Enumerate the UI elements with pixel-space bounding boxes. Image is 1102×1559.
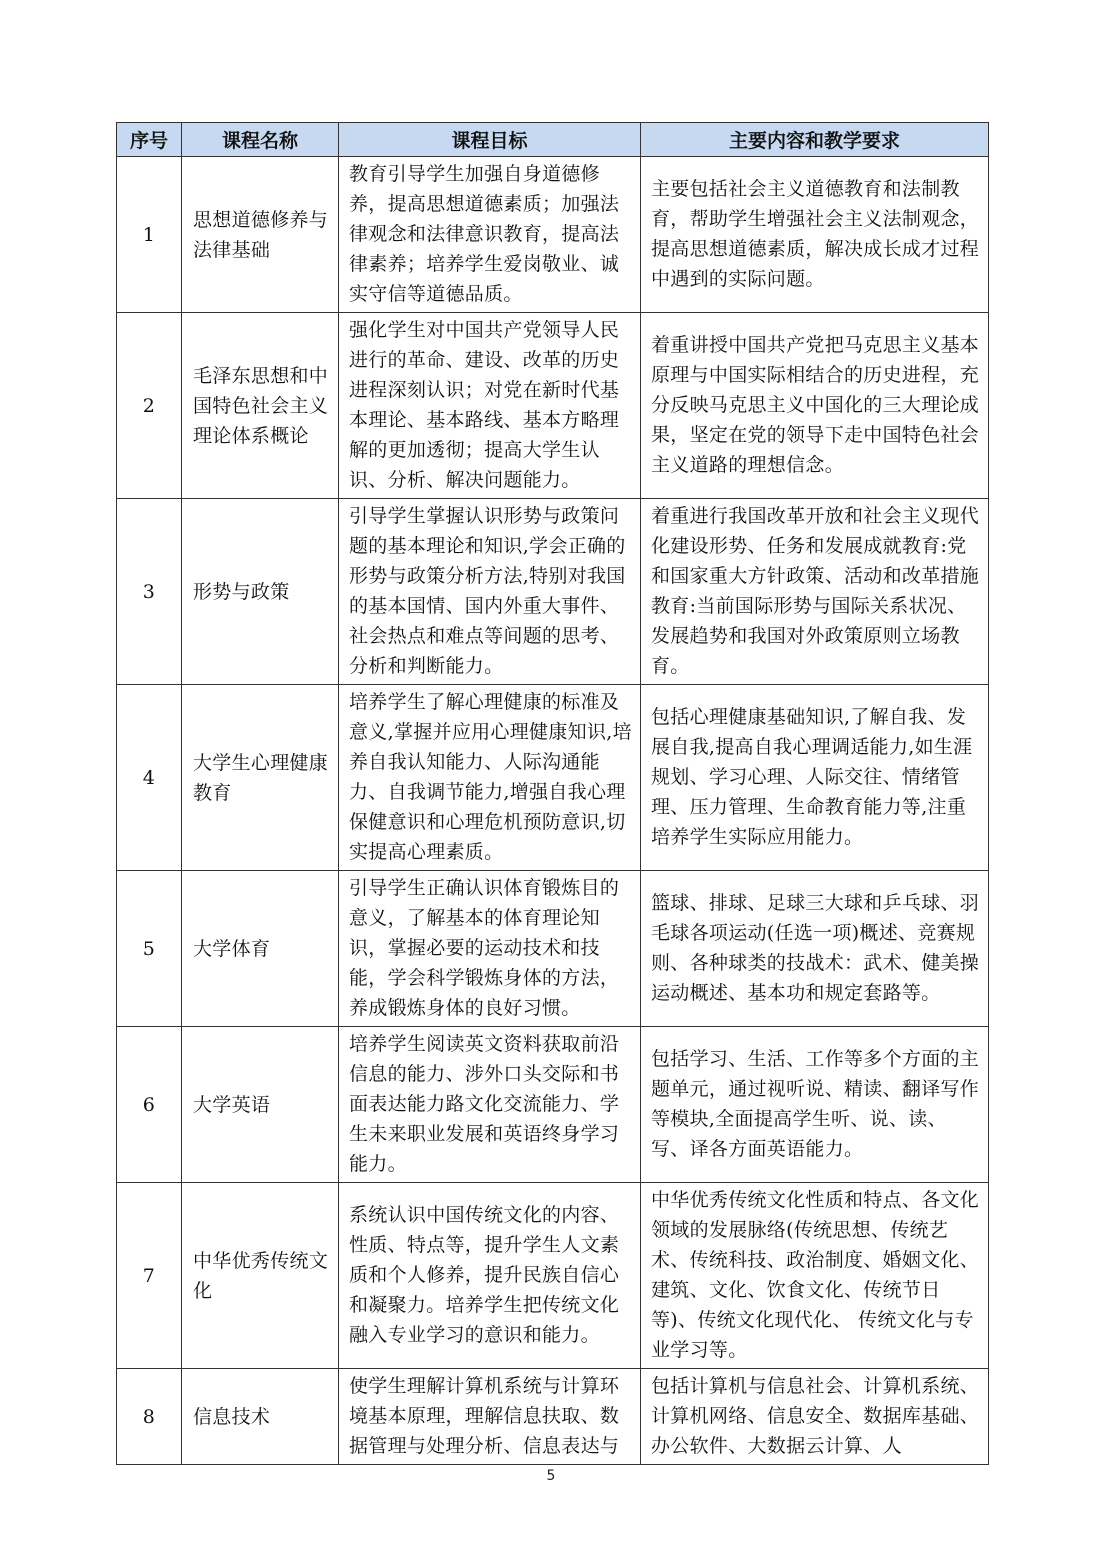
row-number: 1 [117,157,182,313]
table-row [117,499,989,685]
page-number: 5 [546,1468,556,1484]
table-header-row [117,123,989,157]
row-number: 4 [117,685,182,871]
course-name: 大学英语 [182,1027,339,1183]
course-name: 思想道德修养与法律基础 [182,157,339,313]
course-content: 着重讲授中国共产党把马克思主义基本原理与中国实际相结合的历史进程，充分反映马克思主义中国化的三大理论成果，坚定在党的领导下走中国特色社会主义道路的理想信念。 [641,313,989,499]
course-goal: 引导学生正确认识体育锻炼目的意义，了解基本的体育理论知识，掌握必要的运动技术和技能，学会科学锻炼身体的方法，养成锻炼身体的良好习惯。 [339,871,641,1027]
header-course-goal: 课程目标 [339,123,641,157]
course-content: 包括计算机与信息社会、计算机系统、计算机网络、信息安全、数据库基础、办公软件、大数据云计算、人 [641,1369,989,1465]
course-goal: 系统认识中国传统文化的内容、性质、特点等，提升学生人文素质和个人修养，提升民族自信心和凝聚力。培养学生把传统文化融入专业学习的意识和能力。 [339,1183,641,1369]
row-number: 3 [117,499,182,685]
table-row [117,1369,989,1465]
table-row [117,871,989,1027]
course-name: 大学生心理健康教育 [182,685,339,871]
table-row [117,685,989,871]
course-content: 中华优秀传统文化性质和特点、各文化领域的发展脉络(传统思想、传统艺术、传统科技、政治制度、婚姻文化、建筑、文化、饮食文化、传统节日等)、传统文化现代化、 传统文化与专业学习等。 [641,1183,989,1369]
course-table [116,122,989,1465]
course-goal: 教育引导学生加强自身道德修养，提高思想道德素质；加强法律观念和法律意识教育，提高法律素养；培养学生爱岗敬业、诚实守信等道德品质。 [339,157,641,313]
course-content: 包括学习、生活、工作等多个方面的主题单元，通过视听说、精读、翻译写作等模块,全面提高学生听、说、读、写、译各方面英语能力。 [641,1027,989,1183]
course-goal: 强化学生对中国共产党领导人民进行的革命、建设、改革的历史进程深刻认识；对党在新时代基本理论、基本路线、基本方略理解的更加透彻；提高大学生认识、分析、解决问题能力。 [339,313,641,499]
course-name: 形势与政策 [182,499,339,685]
row-number: 6 [117,1027,182,1183]
table-row [117,157,989,313]
course-name: 中华优秀传统文化 [182,1183,339,1369]
row-number: 8 [117,1369,182,1465]
header-course-name: 课程名称 [182,123,339,157]
header-main-content: 主要内容和教学要求 [641,123,989,157]
header-number: 序号 [117,123,182,157]
course-content: 着重进行我国改革开放和社会主义现代化建设形势、任务和发展成就教育:党和国家重大方针政策、活动和改革措施教育:当前国际形势与国际关系状况、发展趋势和我国对外政策原则立场教育。 [641,499,989,685]
course-name: 大学体育 [182,871,339,1027]
course-content: 主要包括社会主义道德教育和法制教育，帮助学生增强社会主义法制观念，提高思想道德素质，解决成长成才过程中遇到的实际问题。 [641,157,989,313]
course-goal: 培养学生了解心理健康的标准及意义,掌握并应用心理健康知识,培养自我认知能力、人际沟通能力、自我调节能力,增强自我心理保健意识和心理危机预防意识,切实提高心理素质。 [339,685,641,871]
course-content: 篮球、排球、足球三大球和乒乓球、羽毛球各项运动(任选一项)概述、竞赛规则、各种球类的技战术：武术、健美操运动概述、基本功和规定套路等。 [641,871,989,1027]
row-number: 7 [117,1183,182,1369]
course-goal: 引导学生掌握认识形势与政策问题的基本理论和知识,学会正确的形势与政策分析方法,特别对我国的基本国情、国内外重大事件、社会热点和难点等间题的思考、分析和判断能力。 [339,499,641,685]
course-goal: 培养学生阅读英文资料获取前沿信息的能力、涉外口头交际和书面表达能力路文化交流能力、学生未来职业发展和英语终身学习能力。 [339,1027,641,1183]
table-row [117,313,989,499]
row-number: 5 [117,871,182,1027]
course-content: 包括心理健康基础知识,了解自我、发展自我,提高自我心理调适能力,如生涯规划、学习心理、人际交往、情绪管理、压力管理、生命教育能力等,注重培养学生实际应用能力。 [641,685,989,871]
row-number: 2 [117,313,182,499]
table-row [117,1183,989,1369]
course-goal: 使学生理解计算机系统与计算环境基本原理，理解信息扶取、数据管理与处理分析、信息表达与 [339,1369,641,1465]
course-name: 毛泽东思想和中国特色社会主义理论体系概论 [182,313,339,499]
table-row [117,1027,989,1183]
course-name: 信息技术 [182,1369,339,1465]
